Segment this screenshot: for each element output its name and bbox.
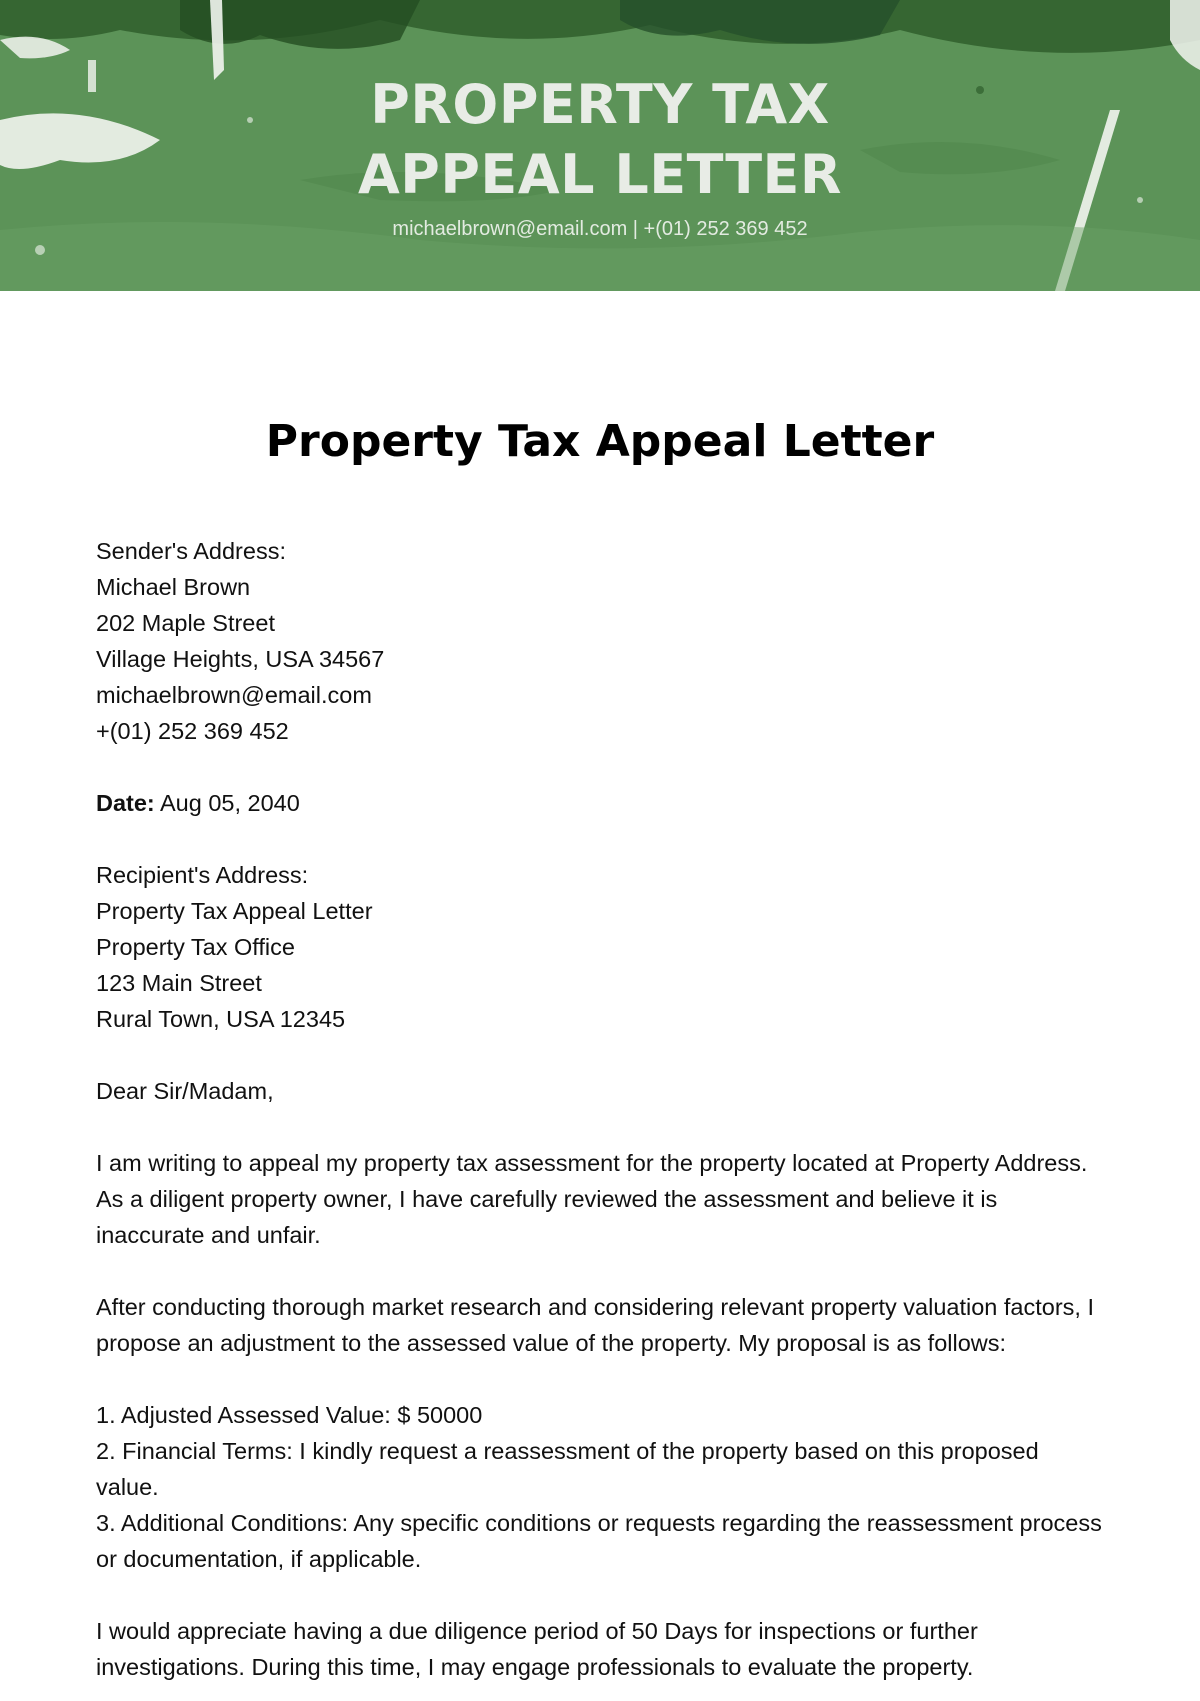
date-label: Date: bbox=[96, 790, 155, 816]
salutation: Dear Sir/Madam, bbox=[96, 1078, 274, 1104]
paragraph-2: After conducting thorough market research and considering relevant property valuation factors, I propose an adjustment to the assessed value of the property. My proposal is as follows: bbox=[96, 1294, 1094, 1356]
recipient-street: 123 Main Street bbox=[96, 970, 262, 996]
date-line bbox=[96, 785, 1106, 821]
paragraph-1: I am writing to appeal my property tax assessment for the property located at Property Address. As a diligent property owner, I have carefully reviewed the assessment and believe it is inaccurate and unfair. bbox=[96, 1150, 1088, 1248]
date-value: Aug 05, 2040 bbox=[160, 790, 300, 816]
list-item: 2. Financial Terms: I kindly request a reassessment of the property based on this proposed value. bbox=[96, 1438, 1039, 1500]
sender-street: 202 Maple Street bbox=[96, 610, 275, 636]
recipient-city: Rural Town, USA 12345 bbox=[96, 1006, 346, 1032]
sender-phone: +(01) 252 369 452 bbox=[96, 718, 289, 744]
document-title: Property Tax Appeal Letter bbox=[265, 416, 935, 467]
sender-city: Village Heights, USA 34567 bbox=[96, 646, 385, 672]
list-item: 1. Adjusted Assessed Value: $ 50000 bbox=[96, 1402, 483, 1428]
list-item: 3. Additional Conditions: Any specific conditions or requests regarding the reassessment process or documentation, if applicable. bbox=[96, 1510, 1102, 1572]
recipient-heading: Recipient's Address: bbox=[96, 862, 309, 888]
banner-title: PROPERTY TAX APPEAL LETTER bbox=[357, 73, 842, 206]
sender-email: michaelbrown@email.com bbox=[96, 682, 372, 708]
letter-body bbox=[96, 533, 1106, 1685]
banner-content bbox=[0, 70, 1200, 241]
paragraph-3: I would appreciate having a due diligence period of 50 Days for inspections or further investigations. During this time, I may engage professionals to evaluate the property. bbox=[96, 1618, 978, 1680]
sender-name: Michael Brown bbox=[96, 574, 251, 600]
recipient-line2: Property Tax Office bbox=[96, 934, 295, 960]
header-banner bbox=[0, 0, 1200, 291]
recipient-line1: Property Tax Appeal Letter bbox=[96, 898, 373, 924]
banner-contact: michaelbrown@email.com | +(01) 252 369 452 bbox=[392, 218, 808, 240]
sender-heading: Sender's Address: bbox=[96, 538, 286, 564]
